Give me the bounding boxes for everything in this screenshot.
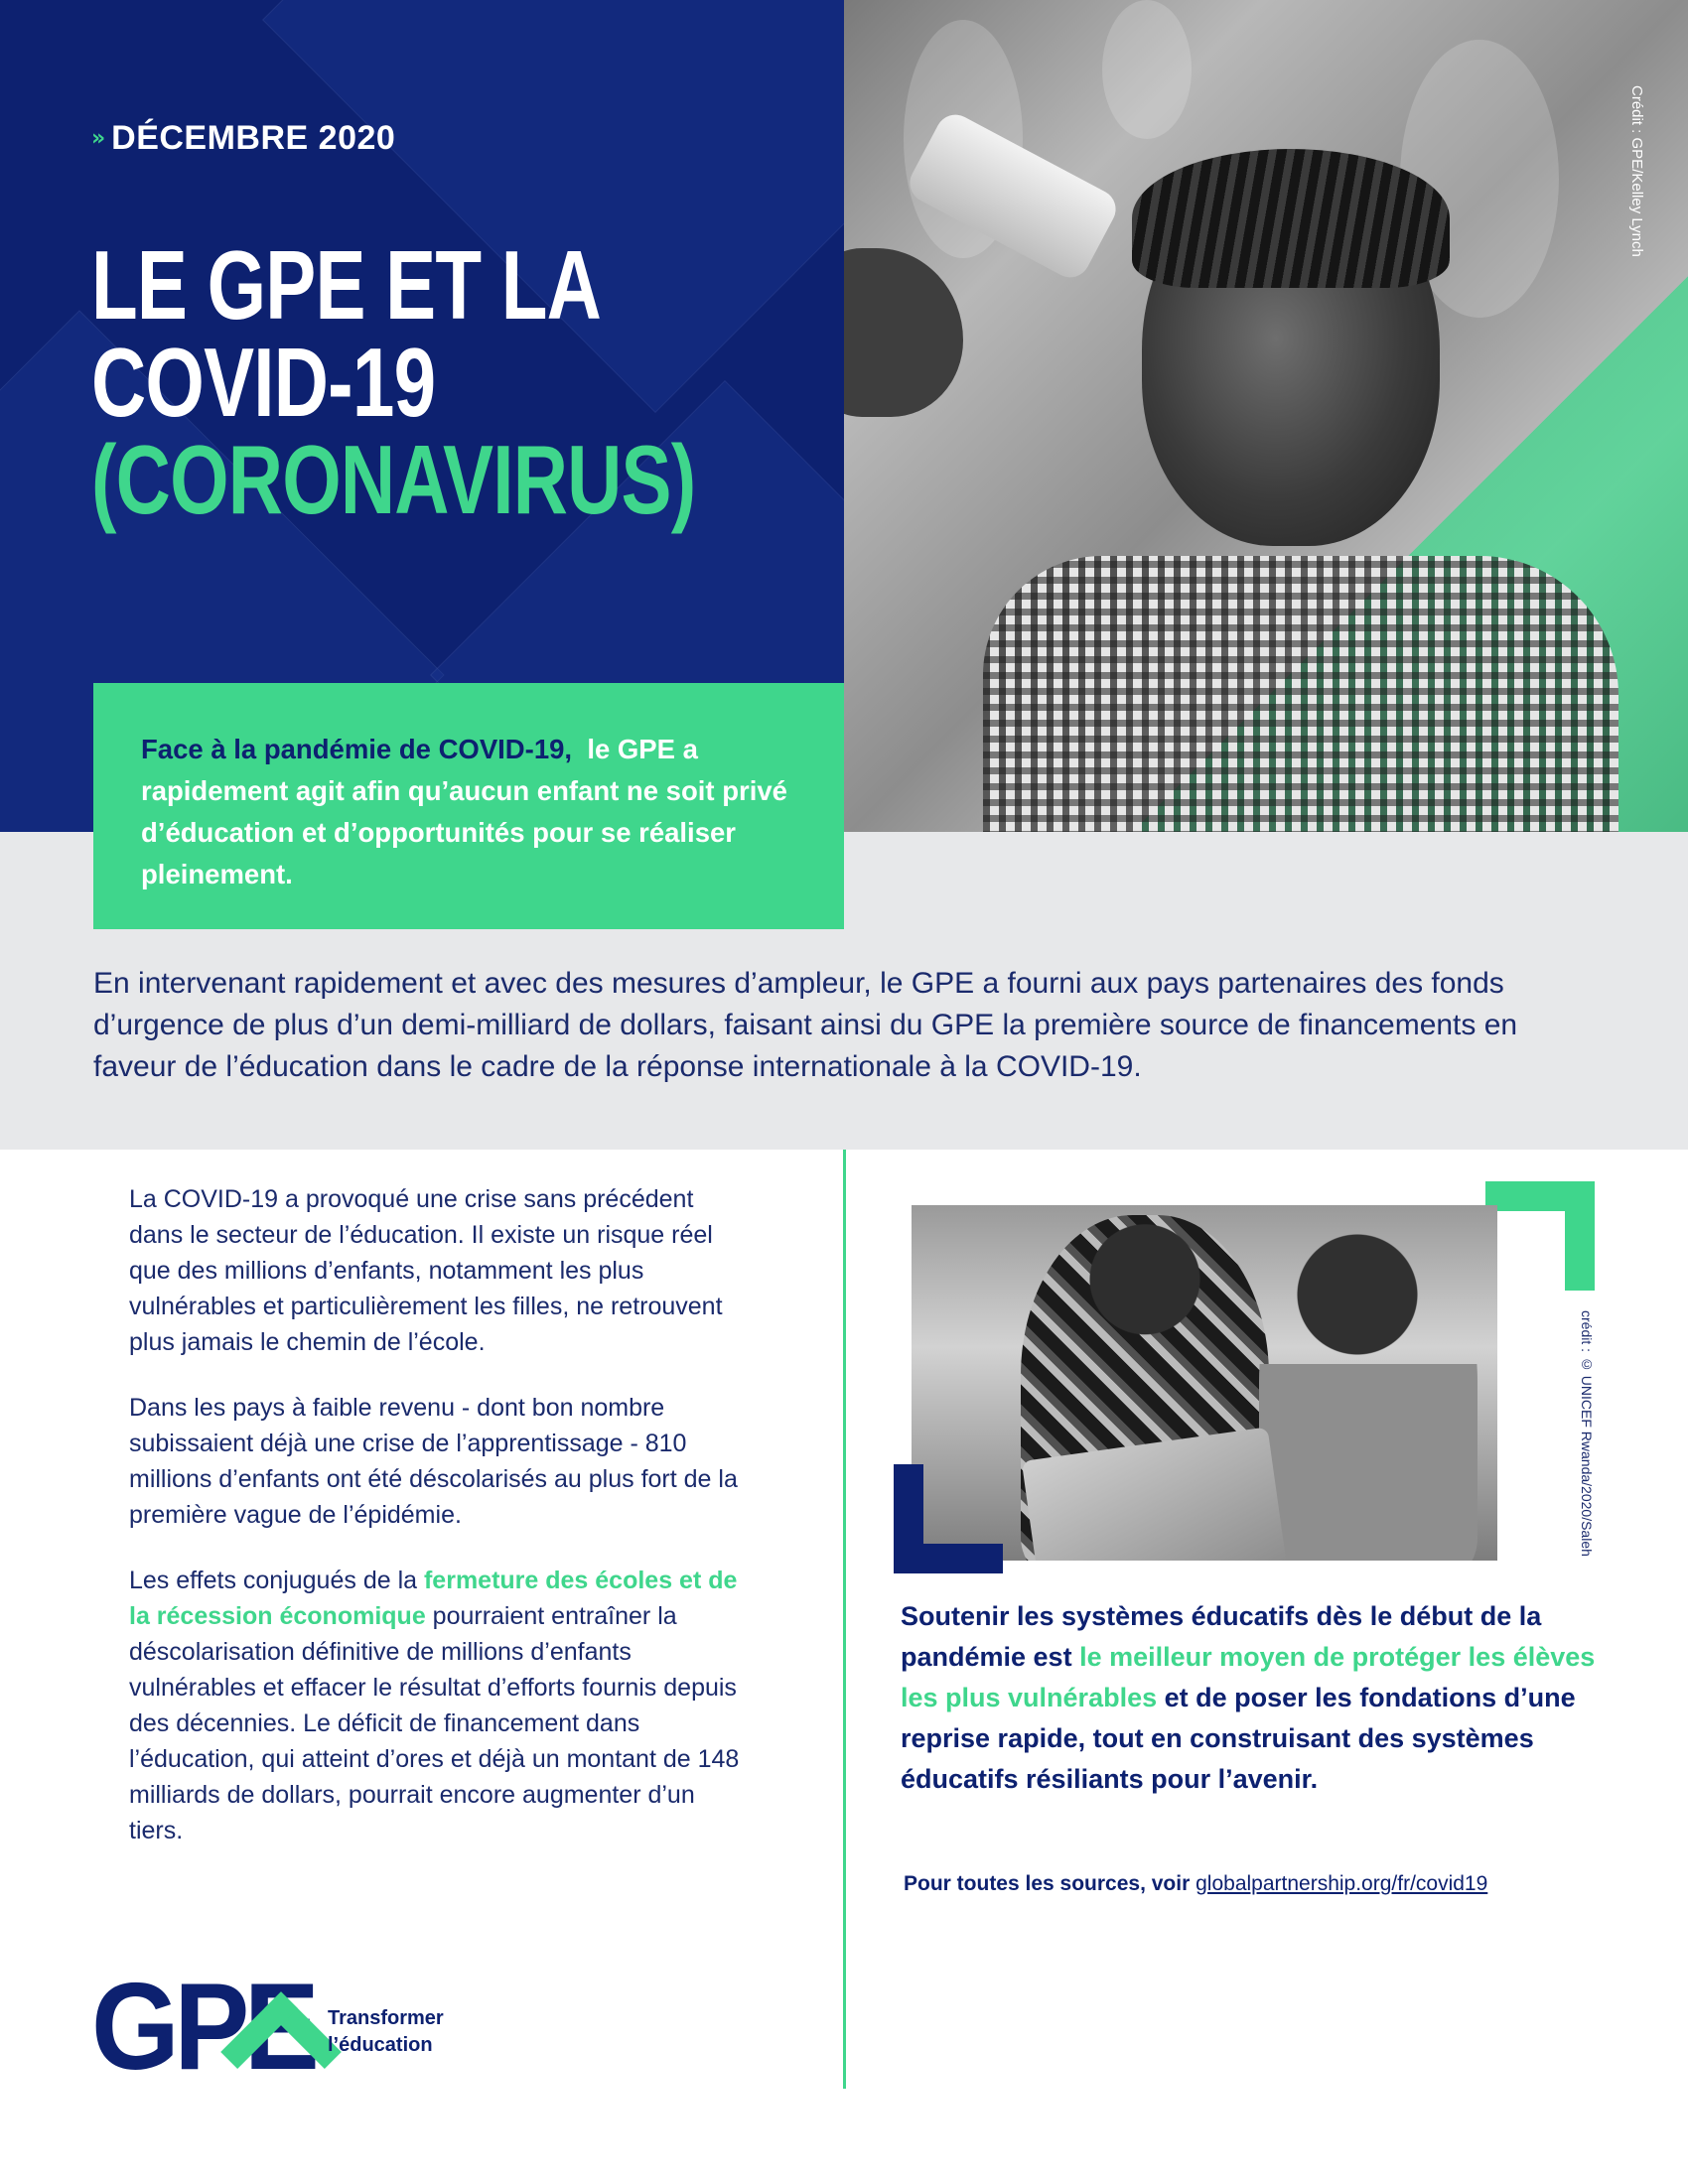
logo-tagline — [328, 2005, 496, 2059]
photo-subject-hair — [1132, 149, 1450, 288]
photo-bokeh — [1102, 0, 1192, 139]
photo-hand — [844, 248, 963, 417]
corner-accent-navy — [894, 1464, 1003, 1573]
title-line-highlight: (CORONAVIRUS) — [91, 425, 696, 534]
sources-link[interactable]: globalpartnership.org/fr/covid19 — [1196, 1872, 1488, 1895]
callout-lead: Face à la pandémie de COVID-19, — [141, 734, 573, 764]
callout-box — [93, 683, 844, 929]
callout-body: le GPE a rapidement agit afin qu’aucun enfant ne soit privé d’éducation et d’opportunités pour se réaliser pleinement. — [141, 734, 787, 889]
photo-subject-dress — [983, 556, 1618, 832]
left-column — [129, 1181, 745, 1878]
quote-text: Soutenir les systèmes éducatifs dès le début de la pandémie est — [901, 1601, 1542, 1672]
sources-label: Pour toutes les sources, voir — [904, 1872, 1191, 1895]
body-highlight: fermeture des écoles et de la récession économique — [129, 1567, 738, 1630]
logo-tagline-line: Transformer — [328, 2007, 444, 2029]
pull-quote — [901, 1596, 1616, 1800]
quote-text: et de poser les fondations d’une reprise rapide, tout en construisant des systèmes éducatifs résiliants pour l’avenir. — [901, 1683, 1576, 1794]
body-text: pourraient entraîner la déscolarisation définitive de millions d’enfants vulnérables et effacer le résultat d’efforts fournis depuis des décennies. Le déficit de financement dans l’éducation, qui atteint d’ores et déjà un montant de 148 milliards de dollars, pourrait encore augmenter d’un tiers. — [129, 1602, 740, 1844]
sources-line — [904, 1872, 1487, 1896]
column-divider — [843, 1150, 846, 2089]
date-label: DÉCEMBRE 2020 — [111, 119, 396, 157]
secondary-photo-frame — [894, 1181, 1599, 1578]
intro-paragraph: En intervenant rapidement et avec des mesures d’ampleur, le GPE a fourni aux pays partenaires des fonds d’urgence de plus d’un demi-milliard de dollars, faisant ainsi du GPE la première source de financements en faveur de l’éducation dans le cadre de la réponse internationale à la COVID-19. — [93, 967, 1518, 1083]
quote-highlight: le meilleur moyen de protéger les élèves les plus vulnérables — [901, 1642, 1596, 1712]
logo-tagline-line: l’éducation — [328, 2034, 433, 2056]
photo-subject-woman — [1259, 1225, 1477, 1561]
title-line: LE GPE ET LA — [91, 230, 602, 340]
page-title — [91, 230, 696, 534]
callout-text — [141, 729, 794, 895]
body-text: Les effets conjugués de la — [129, 1567, 424, 1594]
secondary-photo-credit: crédit : © UNICEF Rwanda/2020/Saleh — [1579, 1310, 1595, 1557]
title-line: COVID-19 — [91, 328, 436, 437]
date-row — [91, 119, 395, 158]
body-paragraph — [129, 1563, 745, 1848]
hero-photo — [844, 0, 1688, 832]
gpe-logo — [91, 1959, 508, 2096]
corner-accent-green — [1485, 1181, 1595, 1291]
body-paragraph: Dans les pays à faible revenu - dont bon nombre subissaient déjà une crise de l’apprentissage - 810 millions d’enfants ont été déscolarisés au plus fort de la première vague de l’épidémie. — [129, 1394, 738, 1529]
logo-wordmark: GPE — [91, 1959, 315, 2096]
chevron-double-right-icon: ›› — [91, 126, 102, 151]
photo-credit: Crédit : GPE/Kelley Lynch — [1628, 85, 1645, 257]
body-paragraph: La COVID-19 a provoqué une crise sans précédent dans le secteur de l’éducation. Il existe un risque réel que des millions d’enfants, notamment les plus vulnérables et particulièrement les filles, ne retrouvent plus jamais le chemin de l’école. — [129, 1185, 723, 1356]
